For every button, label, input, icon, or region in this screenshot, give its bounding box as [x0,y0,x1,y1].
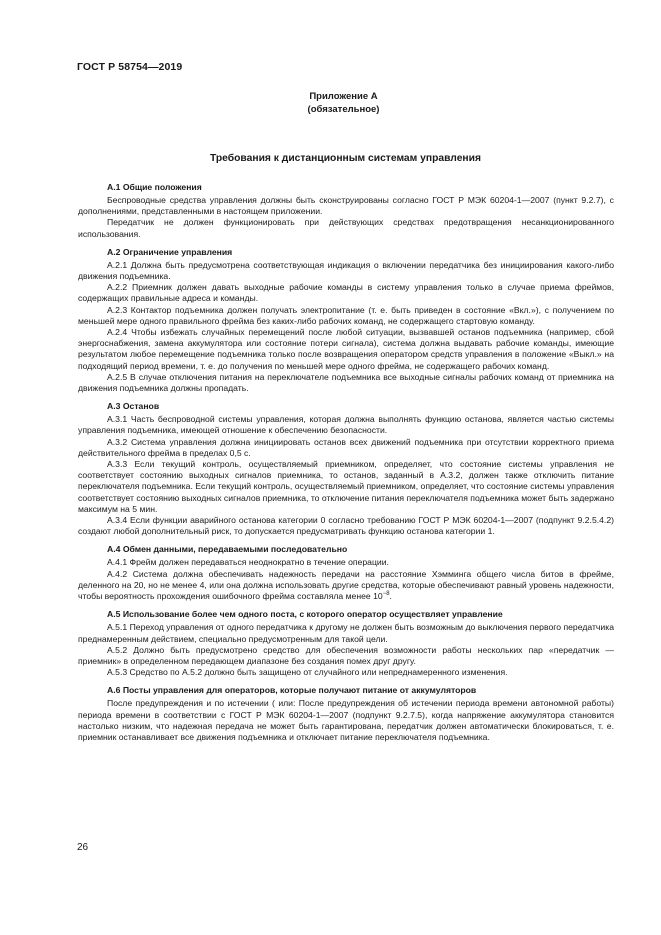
paragraph: А.5.1 Переход управления от одного передатчика к другому не должен быть возможным до выключения первого передатчика преднамеренным действием, специально предусмотренным для такой цели. [78,622,614,644]
paragraph: А.5.2 Должно быть предусмотрено средство для обеспечения возможности работы нескольких пар «передатчик — приемник» в определенном передающем диапазоне без создания помех друг другу. [78,644,614,666]
section-heading: А.3 Останов [107,401,160,412]
paragraph-text: А.4.2 Система должна обеспечивать надежность передачи на расстояние Хэмминга общего числа битов в фрейме, деленного на 20, но не менее 4, или она должна использовать другие средства, которые обеспечивают равный уровень надежности, чтобы вероятность прохождения ошибочного фрейма составляла менее 10 [78,568,614,602]
paragraph: А.3.3 Если текущий контроль, осуществляемый приемником, определяет, что состояние системы управления не соответствует состоянию выходных сигналов приемника, то останов, заданный в А.3.2, должен также отключить питание переключателя подъемника. Если текущий контроль, осуществляемый приемником, определяет, что состояние системы управления соответствует состоянию выходных сигналов приемника, то отключение питания переключателя подъемника может быть задержано максимум на 5 мин. [78,459,614,514]
paragraph: А.2.5 В случае отключения питания на переключателе подъемника все выходные сигналы рабочих команд от приемника на движения подъемника должны пропадать. [78,371,614,394]
paragraph: Передатчик не должен функционировать при действующих средствах предотвращения несанкционированного использования. [78,217,614,239]
paragraph: А.2.4 Чтобы избежать случайных перемещений после любой ситуации, вызвавшей останов подъемника (например, сбой энергоснабжения, замена аккумулятора или состояние потери сигнала), система должна выдавать рабочие команды, имеющие результатом любое перемещение подъемника только после возвращения оператором средств управления в положение «Выкл.» на подходящий период времени, т. е. до получения по меньшей мере одного фрейма, не содержащего рабочих команд. [78,327,614,371]
paragraph: А.3.4 Если функции аварийного останова категории 0 согласно требованию ГОСТ Р МЭК 60204-1—2007 (подпункт 9.2.5.4.2) создают любой дополнительный риск, то допускается предусматривать функцию останова категории 1. [78,515,614,537]
section-heading: А.4 Обмен данными, передаваемыми последовательно [107,544,348,555]
paragraph: После предупреждения и по истечении ( или: После предупреждения об истечении периода времени автономной работы) периода времени в соответствии с ГОСТ Р МЭК 60204-1—2007 (подпункт 9.2.7.5), когда напряжение аккумулятора становится настолько низким, что надежная передача не может быть гарантирована, передатчик должен автоматически блокироваться, т. е. приемник останавливает все движения подъемника и отключает питание переключателя подъемника. [78,698,614,742]
paragraph: А.4.1 Фрейм должен передаваться неоднократно в течение операции. [107,557,389,568]
standard-header: ГОСТ Р 58754—2019 [77,61,183,73]
section-heading: А.6 Посты управления для операторов, которые получают питание от аккумуляторов [107,685,477,696]
paragraph: Беспроводные средства управления должны быть сконструированы согласно ГОСТ Р МЭК 60204-1—2007 (пункт 9.2.7), с дополнениями, представленными в настоящем приложении. [78,195,614,217]
appendix-title: Приложение А [309,91,378,102]
paragraph: А.2.1 Должна быть предусмотрена соответствующая индикация о включении передатчика без инициирования какого-либо движения подъемника. [78,259,614,282]
page-number: 26 [77,842,89,853]
section-heading: А.1 Общие положения [107,182,202,192]
document-title: Требования к дистанционным системам управления [210,153,481,164]
paragraph: А.5.3 Средство по А.5.2 должно быть защищено от случайного или непреднамеренного изменения. [107,667,508,678]
appendix-heading [0,90,661,116]
section-heading: А.2 Ограничение управления [107,246,233,257]
paragraph: А.3.1 Часть беспроводной системы управления, которая должна выполнять функцию останова, является частью системы управления подъемника, имеющей отношение к обеспечению безопасности. [78,414,614,436]
document-body [78,181,614,743]
section-heading: А.5 Использование более чем одного поста, с которого оператор осуществляет управление [107,609,503,620]
paragraph-tail: . [389,591,392,602]
appendix-subtitle: (обязательное) [307,104,380,115]
paragraph: А.2.3 Контактор подъемника должен получать электропитание (т. е. быть приведен в состояние «Вкл.»), с получением по меньшей мере одного правильного фрейма без каких-либо рабочих команд, не содержащего стартовую команду. [78,304,614,326]
document-title-wrap [0,153,661,164]
paragraph: А.2.2 Приемник должен давать выходные рабочие команды в систему управления только в случае приема фреймов, содержащих правильные адреса и команды. [78,282,614,304]
paragraph: А.3.2 Система управления должна инициировать останов всех движений подъемника при отсутствии корректного приема действительного фрейма в пределах 0,5 с. [78,436,614,458]
paragraph-with-exponent [78,569,614,603]
exponent: −8 [382,591,390,598]
